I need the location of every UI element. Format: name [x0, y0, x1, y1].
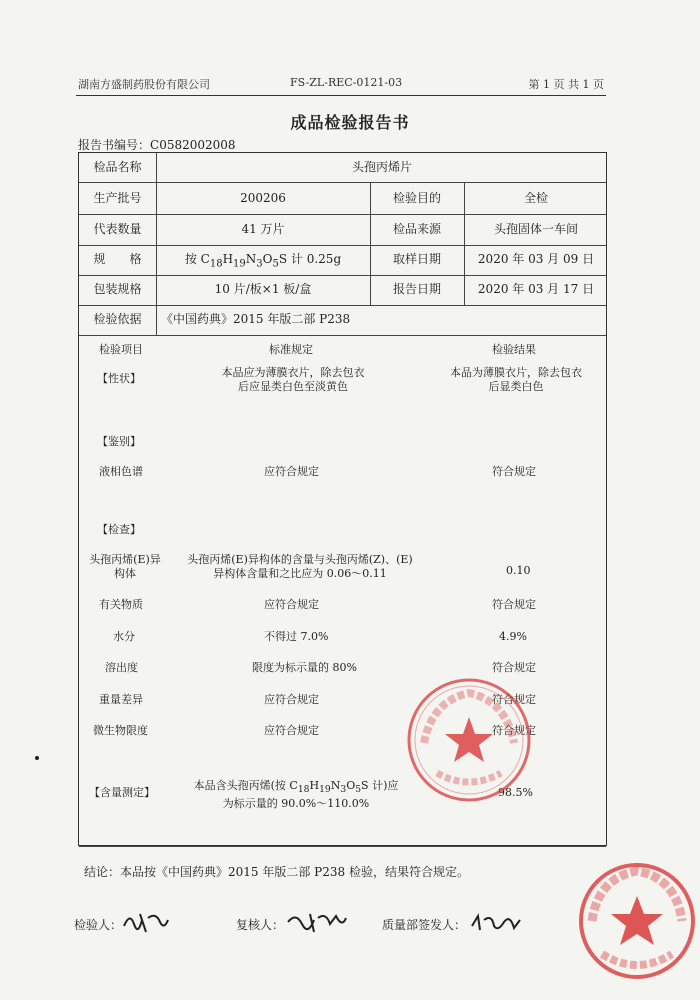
report-date-value: 2020 年 03 月 17 日: [477, 282, 595, 296]
package-value: 10 片/板×1 板/盒: [214, 282, 312, 296]
reviewer-signature: [284, 908, 350, 936]
test-dissolution: 溶出度: [105, 661, 138, 674]
hplc-result: 符合规定: [492, 465, 536, 478]
batch-label: 生产批号: [93, 191, 142, 205]
assay-standard: 本品含头孢丙烯(按 $C_{18}H_{19}N_3O_5S$ 计)应 为标示量的 90.0%～110.0%: [193, 779, 399, 811]
sampling-date-label: 取样日期: [392, 252, 441, 266]
isomer-result: 0.10: [506, 564, 531, 577]
test-microbial: 微生物限度: [93, 724, 148, 737]
quantity-value: 41 万片: [241, 222, 285, 236]
row-divider: [79, 846, 606, 847]
col-header-result: 检验结果: [492, 343, 536, 356]
row-divider: [79, 335, 606, 336]
purpose-label: 检验目的: [392, 191, 441, 205]
col-header-item: 检验项目: [99, 343, 143, 356]
qa-stamp: [574, 858, 700, 984]
test-isomer: 头孢丙烯(E)异 构体: [89, 553, 161, 580]
company-name: 湖南方盛制药股份有限公司: [78, 78, 210, 91]
batch-value: 200206: [240, 191, 286, 205]
section-tests: 【检查】: [97, 523, 141, 536]
purpose-value: 全检: [523, 191, 548, 205]
section-assay: 【含量测定】: [89, 786, 155, 799]
test-weight: 重量差异: [99, 693, 143, 706]
water-standard: 不得过 7.0%: [264, 630, 329, 643]
sampling-date-value: 2020 年 03 月 09 日: [477, 252, 595, 266]
basis-label: 检验依据: [93, 312, 142, 326]
isomer-standard: 头孢丙烯(E)异构体的含量与头孢丙烯(Z)、(E) 异构体含量和之比应为 0.06～0.11: [187, 553, 413, 580]
row-divider: [79, 214, 606, 215]
micro-result: 符合规定: [492, 724, 536, 737]
related-standard: 应符合规定: [264, 598, 319, 611]
test-hplc: 液相色谱: [99, 465, 143, 478]
micro-standard: 应符合规定: [264, 724, 319, 737]
source-value: 头孢固体一车间: [493, 222, 578, 236]
reviewer-label: 复核人：: [236, 918, 285, 932]
quantity-label: 代表数量: [93, 222, 142, 236]
report-number-value: C0582002008: [150, 138, 236, 152]
page-header: [78, 76, 604, 94]
section-identification: 【鉴别】: [97, 435, 141, 448]
dissolution-result: 符合规定: [492, 661, 536, 674]
package-label: 包装规格: [93, 282, 142, 296]
col-header-standard: 标准规定: [269, 343, 313, 356]
product-name-label: 检品名称: [93, 160, 142, 174]
report-number-label: 报告书编号：: [78, 138, 151, 152]
header-divider: [76, 95, 606, 96]
report-date-label: 报告日期: [392, 282, 441, 296]
col-divider: [156, 153, 157, 335]
document-code: FS-ZL-REC-0121-03: [290, 76, 403, 89]
row-divider: [79, 305, 606, 306]
weight-standard: 应符合规定: [264, 693, 319, 706]
qa-signer-label: 质量部签发人：: [382, 918, 467, 932]
spec-label: 规 格: [93, 252, 142, 266]
page-info: 第 1 页 共 1 页: [528, 78, 604, 91]
hplc-standard: 应符合规定: [264, 465, 319, 478]
appearance-standard: 本品应为薄膜衣片，除去包衣 后应显类白色至淡黄色: [221, 366, 365, 393]
source-label: 检品来源: [392, 222, 441, 236]
related-result: 符合规定: [492, 598, 536, 611]
section-appearance: 【性状】: [97, 372, 141, 385]
report-number: [78, 136, 236, 153]
water-result: 4.9%: [499, 630, 527, 643]
inspector-signature: [120, 906, 170, 936]
row-divider: [79, 245, 606, 246]
dissolution-standard: 限度为标示量的 80%: [252, 661, 357, 674]
inspector-label: 检验人：: [74, 918, 123, 932]
assay-result: 98.5%: [498, 786, 533, 799]
row-divider: [79, 182, 606, 183]
weight-result: 符合规定: [492, 693, 536, 706]
test-related: 有关物质: [99, 598, 143, 611]
row-divider: [79, 275, 606, 276]
scan-speck: [35, 756, 39, 760]
qc-stamp: [402, 673, 536, 807]
product-name-value: 头孢丙烯片: [351, 160, 412, 174]
report-title: 成品检验报告书: [290, 113, 410, 132]
qa-signature: [468, 910, 524, 936]
appearance-result: 本品为薄膜衣片，除去包衣 后显类白色: [450, 366, 582, 393]
test-water: 水分: [113, 630, 135, 643]
basis-value: 《中国药典》2015 年版二部 P238: [161, 312, 351, 326]
spec-value: 按 $C_{18}H_{19}N_3O_5S$ 计 0.25g: [184, 252, 342, 270]
conclusion: 结论：本品按《中国药典》2015 年版二部 P238 检验，结果符合规定。: [84, 865, 469, 879]
